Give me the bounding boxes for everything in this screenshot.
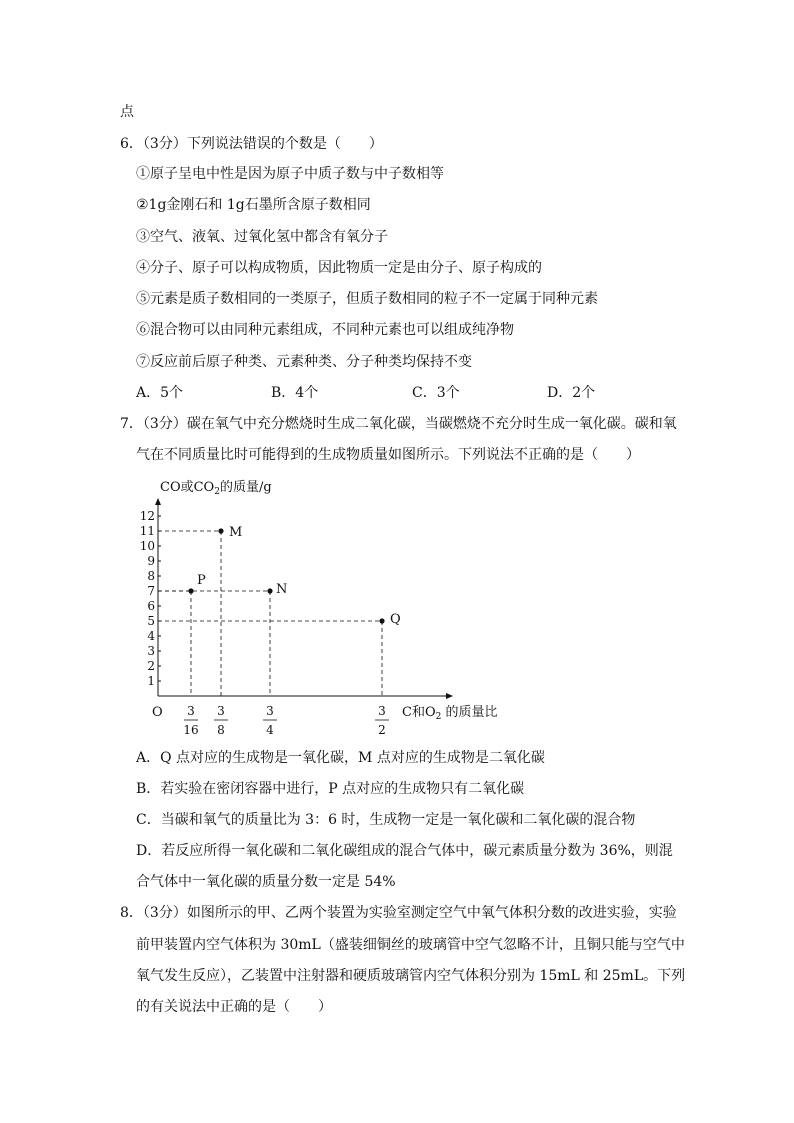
y-tick-label: 2	[147, 659, 155, 673]
x-tick-denominator: 8	[217, 723, 225, 737]
q6-statement-5: ⑤元素是质子数相同的一类原子，但质子数相同的粒子不一定属于同种元素	[136, 291, 598, 307]
q7-option-d-continued: 合气体中一氧化碳的质量分数一定是 54%	[136, 874, 396, 890]
y-tick-label: 10	[139, 539, 155, 553]
q6-option-c[interactable]: C．3个	[412, 385, 460, 401]
q7-option-d[interactable]: D．若反应所得一氧化碳和二氧化碳组成的混合气体中，碳元素质量分数为 36%，则混	[136, 843, 673, 859]
q6-statement-2: ②1g金刚石和 1g石墨所含原子数相同	[136, 197, 371, 213]
point-label-p: P	[197, 573, 206, 588]
q8-line-2: 前甲装置内空气体积为 30mL（盛装细铜丝的玻璃管中空气忽略不计，且铜只能与空气中	[136, 937, 685, 953]
y-tick-label: 3	[147, 644, 155, 658]
q6-heading: 6．（3分）下列说法错误的个数是（ ）	[120, 136, 383, 152]
q6-statement-3: ③空气、液氧、过氧化氢中都含有氧分子	[136, 229, 388, 245]
point-label-m: M	[229, 525, 243, 540]
y-tick-label: 9	[147, 554, 155, 568]
y-tick-label: 8	[147, 569, 155, 583]
y-tick-label: 1	[147, 674, 155, 688]
q7-option-a[interactable]: A．Q 点对应的生成物是一氧化碳，M 点对应的生成物是二氧化碳	[136, 750, 545, 766]
q7-option-c[interactable]: C．当碳和氧气的质量比为 3：6 时，生成物一定是一氧化碳和二氧化碳的混合物	[136, 812, 636, 828]
y-tick-label: 6	[147, 599, 155, 613]
point-label-n: N	[276, 582, 288, 597]
q7-heading-line2: 气在不同质量比时可能得到的生成物质量如图所示。下列说法不正确的是（ ）	[136, 447, 640, 463]
x-tick-denominator: 4	[266, 723, 274, 737]
x-tick-denominator: 16	[183, 723, 199, 737]
q6-option-a[interactable]: A．5个	[136, 385, 184, 401]
x-axis-arrow	[446, 693, 453, 699]
x-tick-denominator: 2	[378, 723, 386, 737]
top-fragment: 点	[120, 104, 134, 120]
y-tick-label: 7	[147, 584, 155, 598]
q6-option-d[interactable]: D．2个	[547, 385, 596, 401]
data-point-q	[379, 618, 384, 623]
x-tick-numerator: 3	[217, 704, 225, 718]
q6-statement-7: ⑦反应前后原子种类、元素种类、分子种类均保持不变	[136, 354, 472, 370]
x-tick-numerator: 3	[266, 704, 274, 718]
x-tick-numerator: 3	[187, 704, 195, 718]
q6-option-b[interactable]: B．4个	[271, 385, 319, 401]
y-tick-label: 12	[139, 509, 155, 523]
q8-line-1: 8．（3分）如图所示的甲、乙两个装置为实验室测定空气中氧气体积分数的改进实验，实验	[120, 905, 677, 921]
data-point-m	[218, 528, 223, 533]
q8-line-3: 氧气发生反应），乙装置中注射器和硬质玻璃管内空气体积分别为 15mL 和 25mL。下列	[136, 968, 686, 984]
y-tick-label: 4	[147, 629, 155, 643]
point-label-q: Q	[390, 612, 401, 627]
data-point-n	[267, 588, 272, 593]
x-tick-numerator: 3	[378, 704, 386, 718]
y-tick-label: 5	[147, 614, 155, 628]
origin-label: O	[152, 705, 163, 720]
q6-statement-6: ⑥混合物可以由同种元素组成，不同种元素也可以组成纯净物	[136, 322, 514, 338]
q7-heading-line1: 7．（3分）碳在氧气中充分燃烧时生成二氧化碳，当碳燃烧不充分时生成一氧化碳。碳和氧	[120, 416, 677, 432]
q7-chart	[139, 475, 498, 737]
y-axis-label: CO或$CO_2$的质量/g	[160, 480, 272, 497]
y-axis-arrow	[155, 498, 161, 505]
q7-option-b[interactable]: B．若实验在密闭容器中进行，P 点对应的生成物只有二氧化碳	[136, 781, 525, 797]
q6-statement-4: ④分子、原子可以构成物质，因此物质一定是由分子、原子构成的	[136, 260, 542, 276]
x-axis-label: C和$O_2$ 的质量比	[402, 705, 498, 722]
q6-statement-1: ①原子呈电中性是因为原子中质子数与中子数相等	[136, 166, 444, 182]
q8-line-4: 的有关说法中正确的是（ ）	[136, 999, 332, 1015]
y-tick-label: 11	[139, 524, 155, 538]
